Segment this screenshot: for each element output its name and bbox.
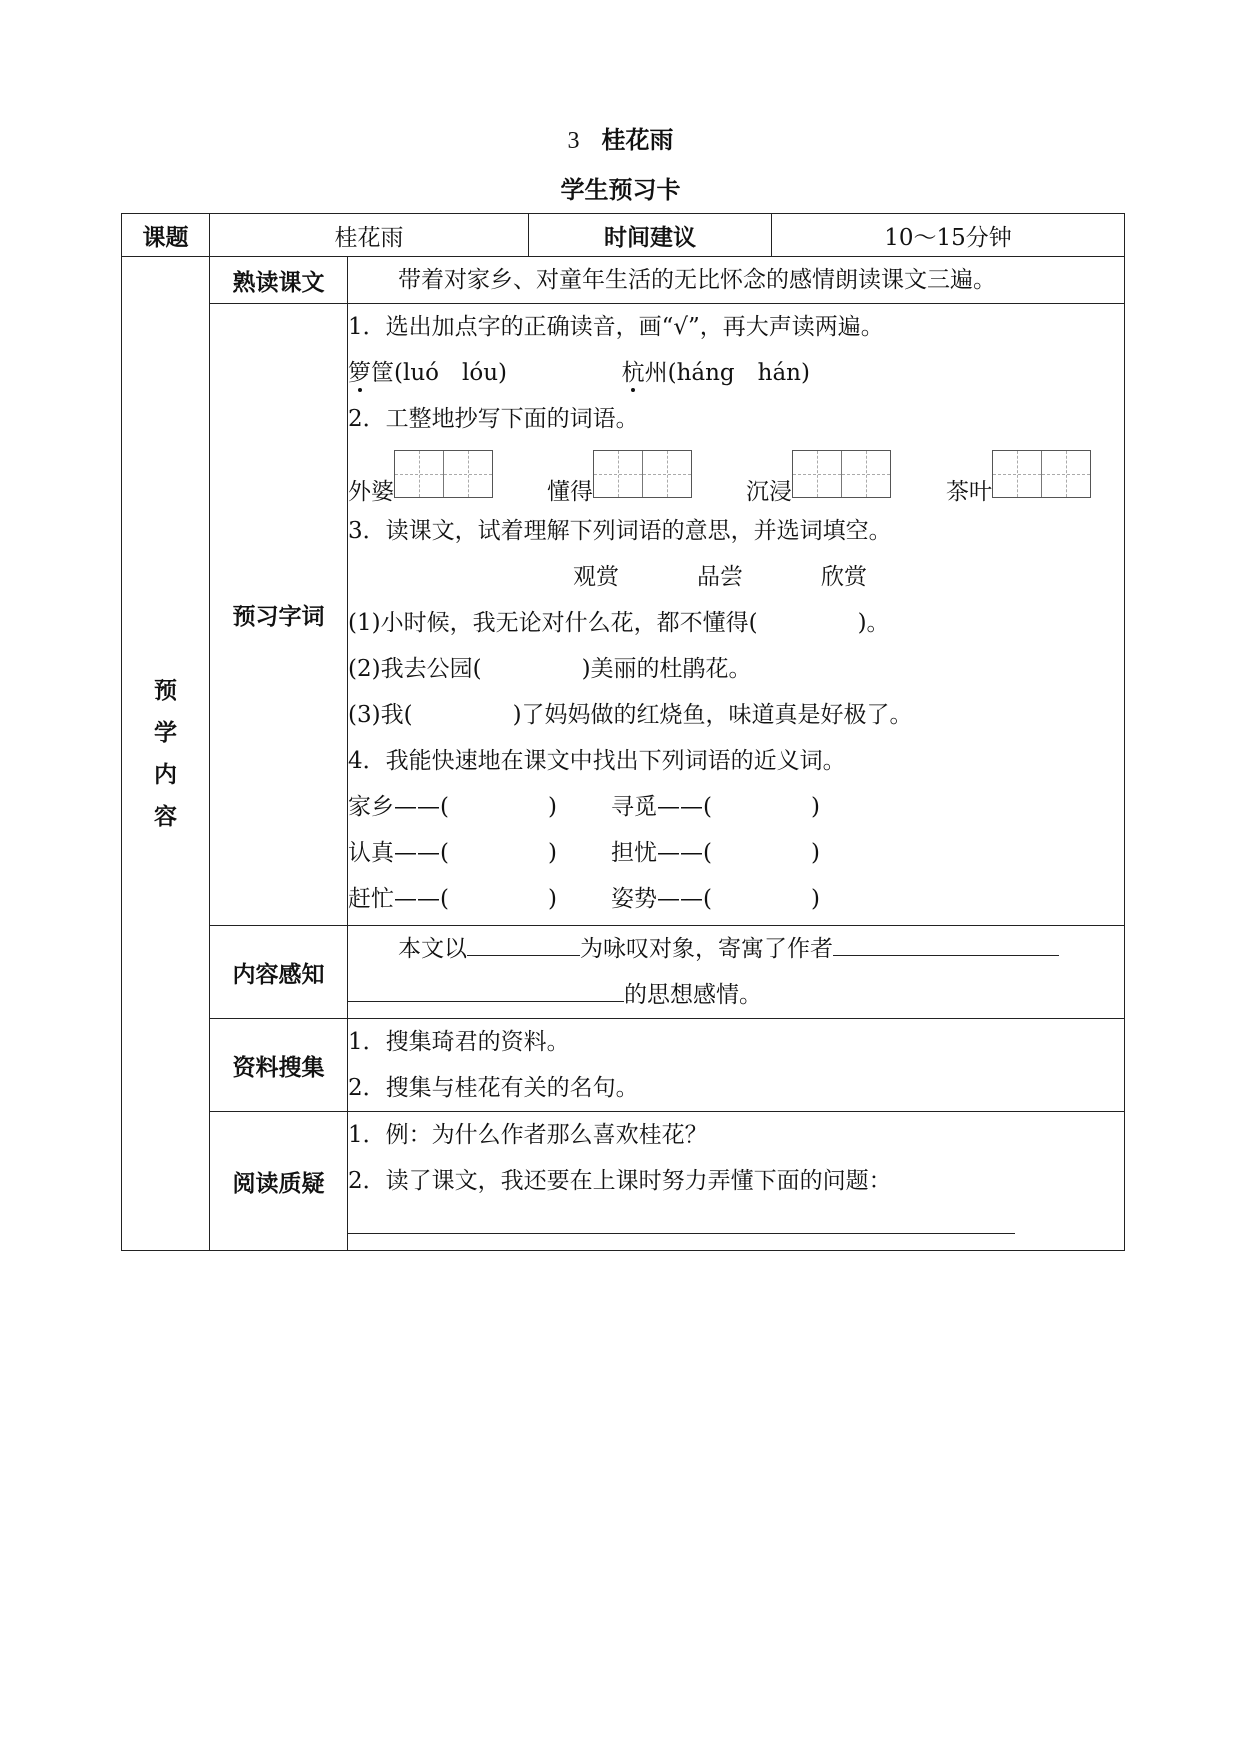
content-row [122,926,1125,1019]
preview-card-table [121,213,1125,1251]
materials-cell [348,1019,1125,1112]
fill-blank[interactable] [348,975,624,1002]
writing-grid[interactable] [394,450,493,498]
content-line-1: 本文以 为咏叹对象，寄寓了作者 [348,926,1124,972]
read-text-cell [348,257,1125,304]
lesson-number: 3 [567,128,580,154]
copy-word-4: 茶叶 [946,450,1091,506]
q4-pair-row-2: 认真——( ) 担忧——( ) [348,840,820,866]
q4-pair-row-1: 家乡——( ) 寻觅——( ) [348,794,820,820]
q4-text: 4．我能快速地在课文中找出下列词语的近义词。 [348,748,846,774]
content-label: 内容感知 [210,926,348,1019]
materials-item-2: 2．搜集与桂花有关的名句。 [348,1075,639,1101]
card-title: 学生预习卡 [560,176,681,204]
section-label: 预 学 内 容 [122,257,210,1251]
q2-copy-grids [348,442,1124,508]
preview-content [348,304,1125,926]
read-text: 带着对家乡、对童年生活的无比怀念的感情朗读课文三遍。 [398,267,996,293]
topic-row [122,214,1125,257]
q1-text: 1．选出加点字的正确读音，画“√”，再大声读两遍。 [348,314,884,340]
question-cell [348,1112,1125,1251]
q1-pinyin-2: (háng hán) [667,360,810,386]
materials-item-1: 1．搜集琦君的资料。 [348,1029,570,1055]
question-item-2: 2．读了课文，我还要在上课时努力弄懂下面的问题： [348,1168,892,1194]
question-answer-line-row [348,1204,1124,1250]
writing-grid[interactable] [792,450,891,498]
copy-word-1: 外婆 [348,450,493,506]
preview-row [122,304,1125,926]
topic-value: 桂花雨 [210,214,529,257]
lesson-title-text: 桂花雨 [601,126,674,154]
q1-pinyin-1: (luó lóu) [394,360,507,386]
content-cell [348,926,1125,1019]
time-label: 时间建议 [529,214,772,257]
time-value: 10～15分钟 [772,214,1125,257]
fill-blank[interactable] [467,929,580,956]
q1-words: 箩筐(luó lóu) 杭州(háng hán) [348,360,810,386]
q2-text: 2．工整地抄写下面的词语。 [348,406,639,432]
preview-label: 预习字词 [210,304,348,926]
question-item-1: 1．例：为什么作者那么喜欢桂花？ [348,1122,708,1148]
writing-grid[interactable] [992,450,1091,498]
read-row [122,257,1125,304]
writing-grid[interactable] [593,450,692,498]
q3-text: 3．读课文，试着理解下列词语的意思，并选词填空。 [348,518,892,544]
lesson-title [0,120,1241,155]
content-line-2: 的思想感情。 [348,972,1124,1018]
question-label: 阅读质疑 [210,1112,348,1251]
q3-options: 观赏 品尝 欣赏 [573,564,867,590]
read-label: 熟读课文 [210,257,348,304]
q3-sentence-2: (2)我去公园( )美丽的杜鹃花。 [348,656,752,682]
copy-word-3: 沉浸 [746,450,891,506]
question-row [122,1112,1125,1251]
q3-sentence-3: (3)我( )了妈妈做的红烧鱼，味道真是好极了。 [348,702,913,728]
q3-sentence-1: (1)小时候，我无论对什么花，都不懂得( )。 [348,610,890,636]
topic-label: 课题 [122,214,210,257]
materials-label: 资料搜集 [210,1019,348,1112]
materials-row [122,1019,1125,1112]
answer-line[interactable] [348,1207,1015,1234]
fill-blank[interactable] [833,929,1059,956]
q4-pair-row-3: 赶忙——( ) 姿势——( ) [348,886,820,912]
copy-word-2: 懂得 [547,450,692,506]
